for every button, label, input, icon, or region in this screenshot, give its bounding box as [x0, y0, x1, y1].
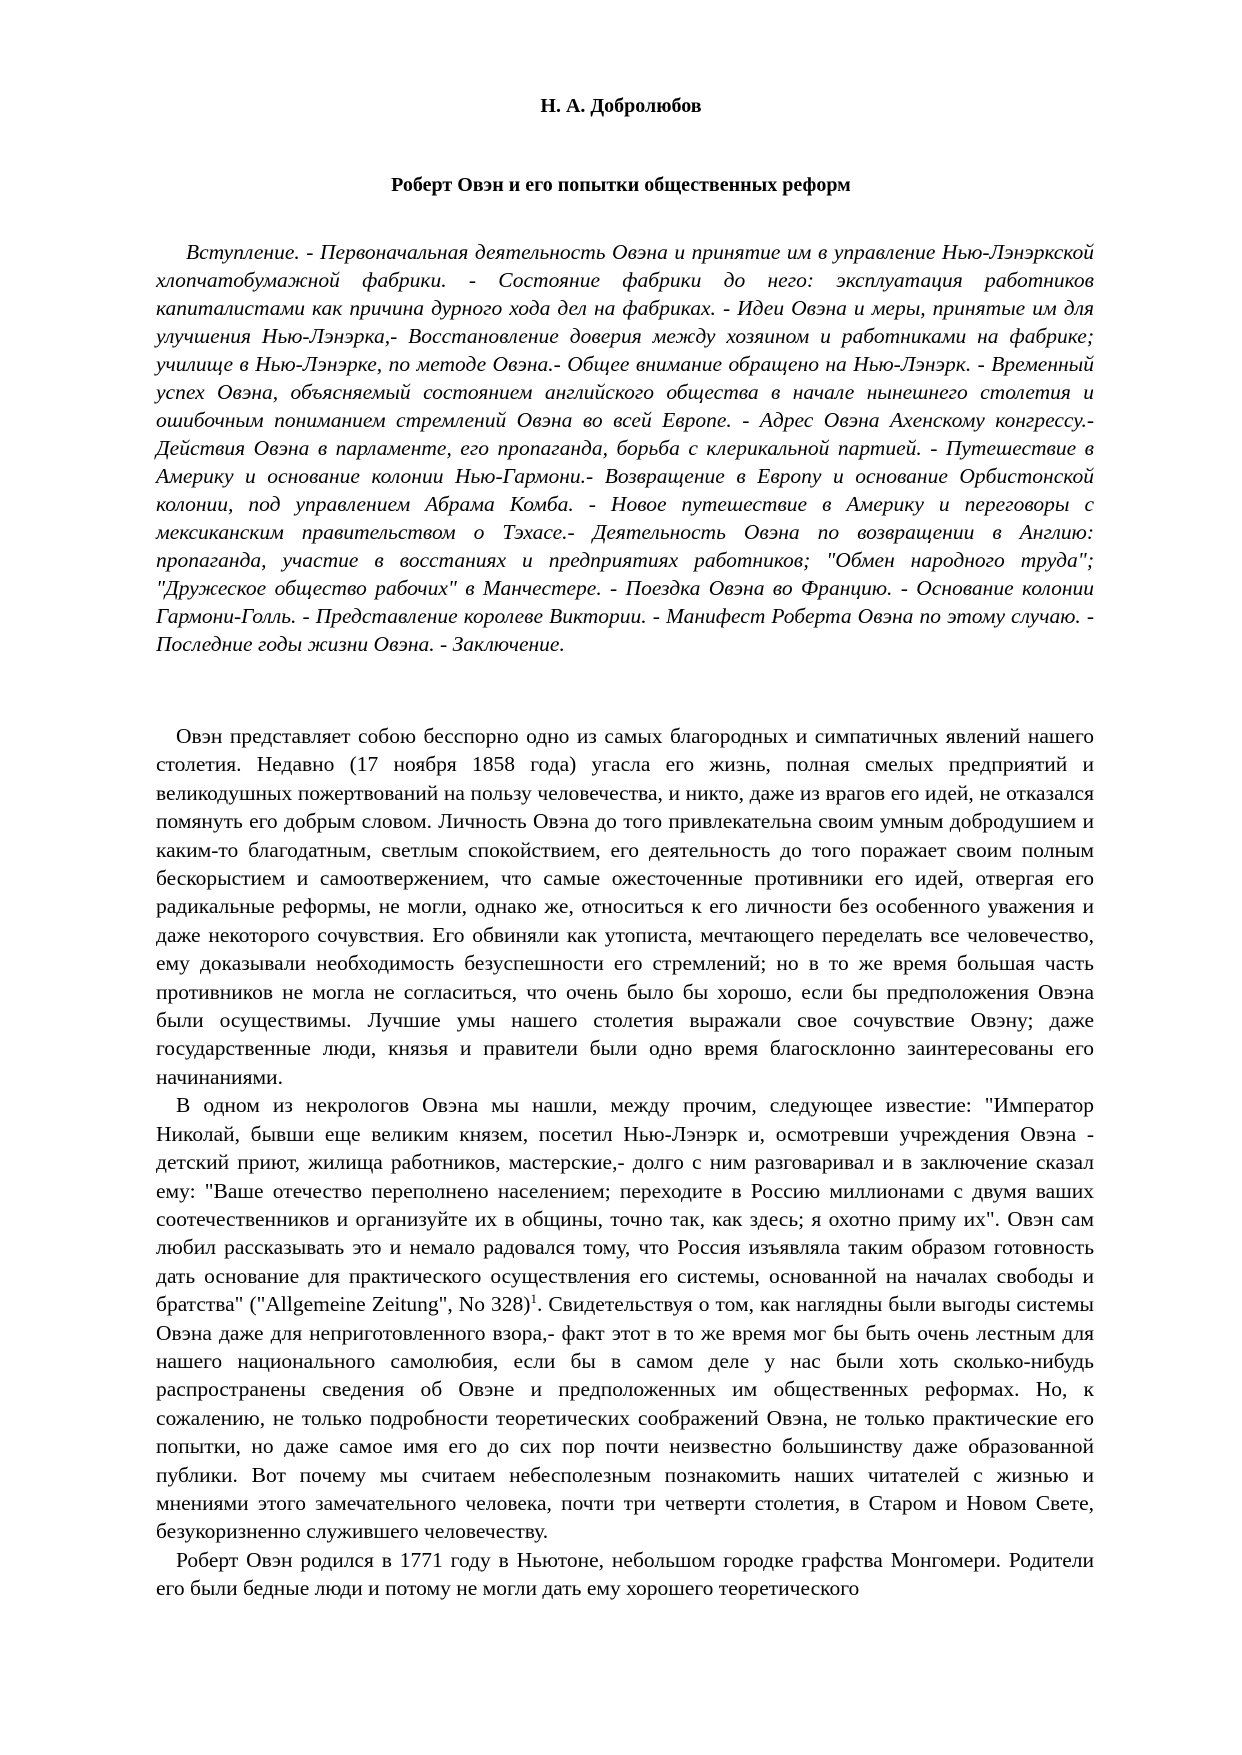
- paragraph: Роберт Овэн родился в 1771 году в Ньютоне, небольшом городке графства Монгомери. Родители его были бедные люди и потому не могли дать ему хорошего теоретического: [156, 1547, 1094, 1601]
- footnote-marker: 1: [530, 1290, 537, 1306]
- paragraph-text: В одном из некрологов Овэна мы нашли, между прочим, следующее известие: "Император Николай, бывши еще великим князем, посетил Нью-Лэнэрк и, осмотревши учреждения Овэна - детский приют, жилища работников, мастерские,- долго с ним разговаривал и в заключение сказал ему: "Ваше отечество переполнено населением; переходите в Россию миллионами с двумя ваших соотечественников и организуйте их в общины, точно так, как здесь; я охотно приму их". Овэн сам любил рассказывать это и немало радовался тому, что Россия изъявляла таким образом готовность дать основание для практического осуществления его системы, основанной на началах свободы и братства" ("Allgemeine Zeitung", No 328): [156, 1093, 1094, 1317]
- paragraph-text: . Свидетельствуя о том, как наглядны были выгоды системы Овэна даже для неприготовленного взора,- факт этот в то же время мог бы быть очень лестным для нашего национального самолюбия, если бы в самом деле у нас были хоть сколько-нибудь распространены сведения об Овэне и предположенных им общественных реформах. Но, к сожалению, не только подробности теоретических соображений Овэна, не только практические его попытки, но даже самое имя его до сих пор почти неизвестно большинству даже образованной публики. Вот почему мы считаем небесполезным познакомить наших читателей с жизнью и мнениями этого замечательного человека, почти три четверти столетия, в Старом и Новом Свете, безукоризненно служившего человечеству.: [156, 1292, 1094, 1544]
- paragraph: Овэн представляет собою бесспорно одно из самых благородных и симпатичных явлений нашего столетия. Недавно (17 ноября 1858 года) угасла его жизнь, полная смелых предприятий и великодушных пожертвований на пользу человечества, и никто, даже из врагов его идей, не отказался помянуть его добрым словом. Личность Овэна до того привлекательна своим умным добродушием и каким-то благодатным, светлым спокойствием, его деятельность до того поражает своим полным бескорыстием и самоотвержением, что самые ожесточенные противники его идей, отвергая его радикальные реформы, не могли, однако же, относиться к его личности без особенного уважения и даже некоторого сочувствия. Его обвиняли как утописта, мечтающего переделать все человечество, ему доказывали необходимость безуспешности его стремлений; но в то же время большая часть противников не могла не согласиться, что очень было бы хорошо, если бы предположения Овэна были осуществимы. Лучшие умы нашего столетия выражали свое сочувствие Овэну; даже государственные люди, князья и правители были одно время благосклонно заинтересованы его начинаниями.: [156, 724, 1094, 1089]
- author-name: Н. А. Добролюбов: [540, 95, 702, 117]
- body-text: [156, 722, 1094, 1603]
- document-title: Роберт Овэн и его попытки общественных реформ: [391, 174, 851, 196]
- abstract: Вступление. - Первоначальная деятельность Овэна и принятие им в управление Нью-Лэнэркской хлопчатобумажной фабрики. - Состояние фабрики до него: эксплуатация работников капиталистами как причина дурного хода дел на фабриках. - Идеи Овэна и меры, принятые им для улучшения Нью-Лэнэрка,- Восстановление доверия между хозяином и работниками на фабрике; училище в Нью-Лэнэрке, по методе Овэна.- Общее внимание обращено на Нью-Лэнэрк. - Временный успех Овэна, объясняемый состоянием английского общества в начале нынешнего столетия и ошибочным пониманием стремлений Овэна во всей Европе. - Адрес Овэна Ахенскому конгрессу.- Действия Овэна в парламенте, его пропаганда, борьба с клерикальной партией. - Путешествие в Америку и основание колонии Нью-Гармони.- Возвращение в Европу и основание Орбистонской колонии, под управлением Абрама Комба. - Новое путешествие в Америку и переговоры с мексиканским правительством о Тэхасе.- Деятельность Овэна по возвращении в Англию: пропаганда, участие в восстаниях и предприятиях работников; "Обмен народного труда"; "Дружеское общество рабочих" в Манчестере. - Поездка Овэна во Францию. - Основание колонии Гармони-Голль. - Представление королеве Виктории. - Манифест Роберта Овэна по этому случаю. - Последние годы жизни Овэна. - Заключение.: [156, 240, 1094, 656]
- paragraph: [156, 1091, 1094, 1546]
